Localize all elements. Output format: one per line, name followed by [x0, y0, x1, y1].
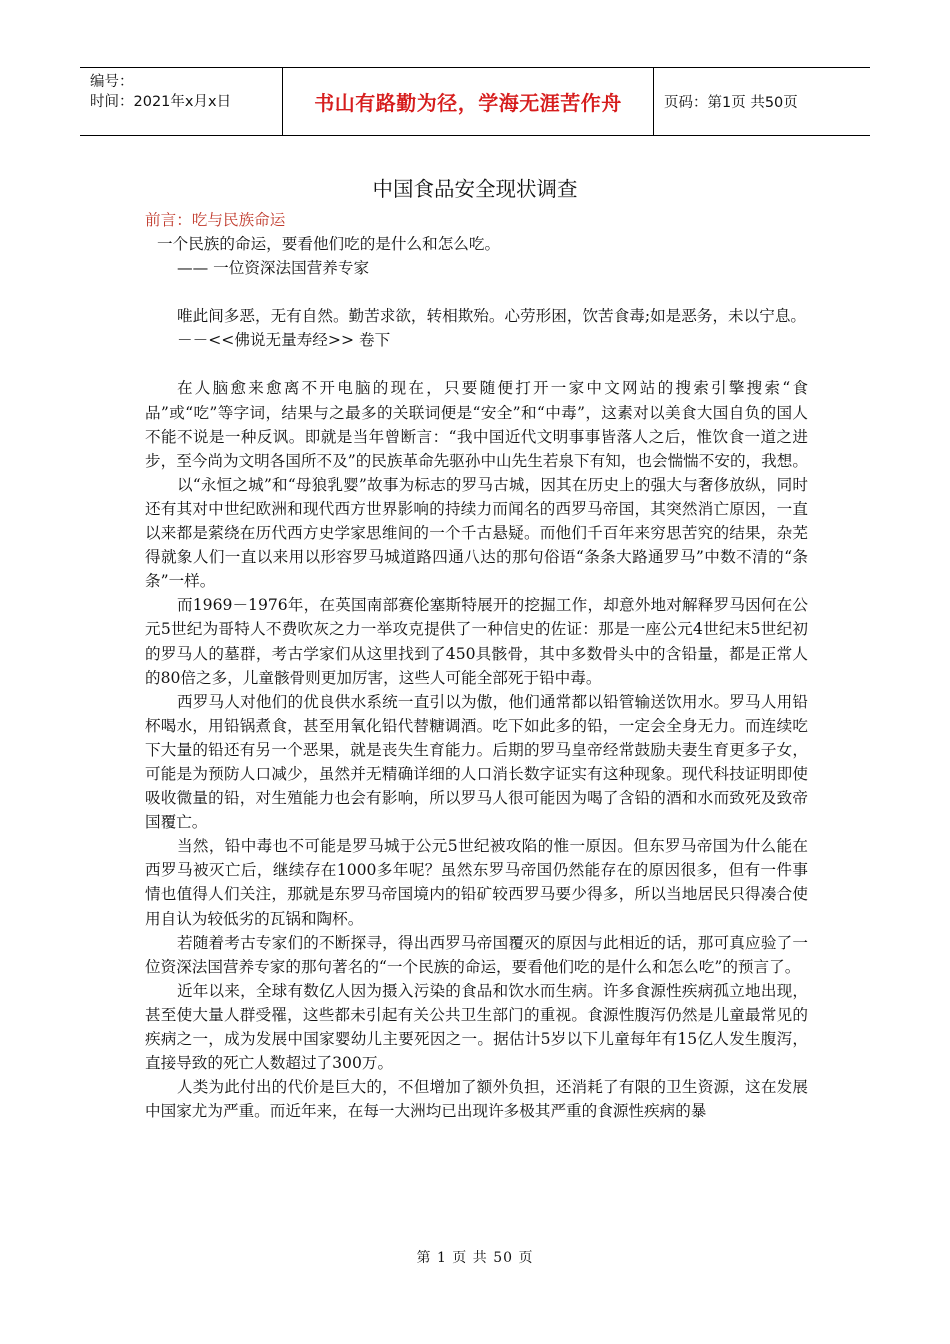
body-paragraph: 若随着考古专家们的不断探寻，得出西罗马帝国覆灭的原因与此相近的话，那可真应验了一位资深法国营养专家的那句著名的“一个民族的命运，要看他们吃的是什么和怎么吃”的预言了。: [145, 933, 808, 976]
document-number-label: 编号：: [90, 74, 134, 90]
body-paragraph: 人类为此付出的代价是巨大的，不但增加了额外负担，还消耗了有限的卫生资源，这在发展中国家尤为严重。而近年来，在每一大洲均已出现许多极其严重的食源性疾病的暴: [145, 1078, 808, 1121]
preface-quote: 一个民族的命运，要看他们吃的是什么和怎么吃。: [157, 235, 501, 254]
sutra-source: －－<<佛说无量寿经>> 卷下: [177, 331, 391, 350]
page-footer: 第 1 页 共 50 页: [416, 1250, 534, 1266]
body-paragraph: 在人脑愈来愈离不开电脑的现在，只要随便打开一家中文网站的搜索引擎搜索“食品”或“吃”等字词，结果与之最多的关联词便是“安全”和“中毒”，这素对以美食大国自负的国人不能不说是一种反讽。即就是当年曾断言：“我中国近代文明事事皆落人之后，惟饮食一道之进步，至今尚为文明各国所不及”的民族革命先驱孙中山先生若泉下有知，也会惴惴不安的，我想。: [145, 379, 808, 470]
body-paragraph: 以“永恒之城”和“母狼乳婴”故事为标志的罗马古城，因其在历史上的强大与奢侈放纵，同时还有其对中世纪欧洲和现代西方世界影响的持续力而闻名的西罗马帝国，其突然消亡原因，一直以来都是萦绕在历代西方史学家思维间的一个千古悬疑。而他们千百年来穷思苦究的结果，杂芜得就象人们一直以来用以形容罗马城道路四通八达的那句俗语“条条大路通罗马”中数不清的“条条”一样。: [145, 475, 808, 591]
header-motto: 书山有路勤为径，学海无涯苦作舟: [282, 68, 654, 135]
preface-heading: 前言：吃与民族命运: [145, 211, 286, 229]
body-paragraph: 当然，铅中毒也不可能是罗马城于公元5世纪被攻陷的惟一原因。但东罗马帝国为什么能在西罗马被灭亡后，继续存在1000多年呢？虽然东罗马帝国仍然能存在的原因很多，但有一件事情也值得人们关注，那就是东罗马帝国境内的铅矿较西罗马要少得多，所以当地居民只得凑合使用自认为较低劣的瓦锅和陶杯。: [145, 837, 808, 928]
page-header: [80, 67, 870, 136]
body-paragraph: 而1969－1976年，在英国南部赛伦塞斯特展开的挖掘工作，却意外地对解释罗马因何在公元5世纪为哥特人不费吹灰之力一举攻克提供了一种信史的佐证：那是一座公元4世纪末5世纪初的罗马人的墓群，考古学家们从这里找到了450具骸骨，其中多数骨头中的含铅量，都是正常人的80倍之多，儿童骸骨则更加厉害，这些人可能全部死于铅中毒。: [145, 596, 808, 687]
header-page-info: 页码：第1页 共50页: [664, 95, 798, 111]
sutra-quote: 唯此间多恶，无有自然。勤苦求欲，转相欺殆。心劳形困，饮苦食毒;如是恶务，未以宁息。: [177, 307, 807, 326]
body-paragraph: 近年以来，全球有数亿人因为摄入污染的食品和饮水而生病。许多食源性疾病孤立地出现，甚至使大量人群受罹，这些都未引起有关公共卫生部门的重视。食源性腹泻仍然是儿童最常见的疾病之一，成为发展中国家婴幼儿主要死因之一。据估计5岁以下儿童每年有15亿人发生腹泻，直接导致的死亡人数超过了300万。: [145, 981, 808, 1073]
body-paragraph: 西罗马人对他们的优良供水系统一直引以为傲，他们通常都以铅管输送饮用水。罗马人用铅杯喝水，用铅锅煮食，甚至用氧化铅代替糖调酒。吃下如此多的铅，一定会全身无力。而连续吃下大量的铅还有另一个恶果，就是丧失生育能力。后期的罗马皇帝经常鼓励夫妻生育更多子女，可能是为预防人口减少，虽然并无精确详细的人口消长数字证实有这种现象。现代科技证明即使吸收微量的铅，对生殖能力也会有影响，所以罗马人很可能因为喝了含铅的酒和水而致死及致帝国覆亡。: [145, 692, 808, 832]
page-title: 中国食品安全现状调查: [372, 177, 578, 201]
document-body: [145, 208, 808, 1123]
document-date: 时间：2021年x月x日: [90, 94, 232, 110]
header-meta: [80, 68, 282, 135]
preface-quote-source: —— 一位资深法国营养专家: [177, 259, 370, 278]
